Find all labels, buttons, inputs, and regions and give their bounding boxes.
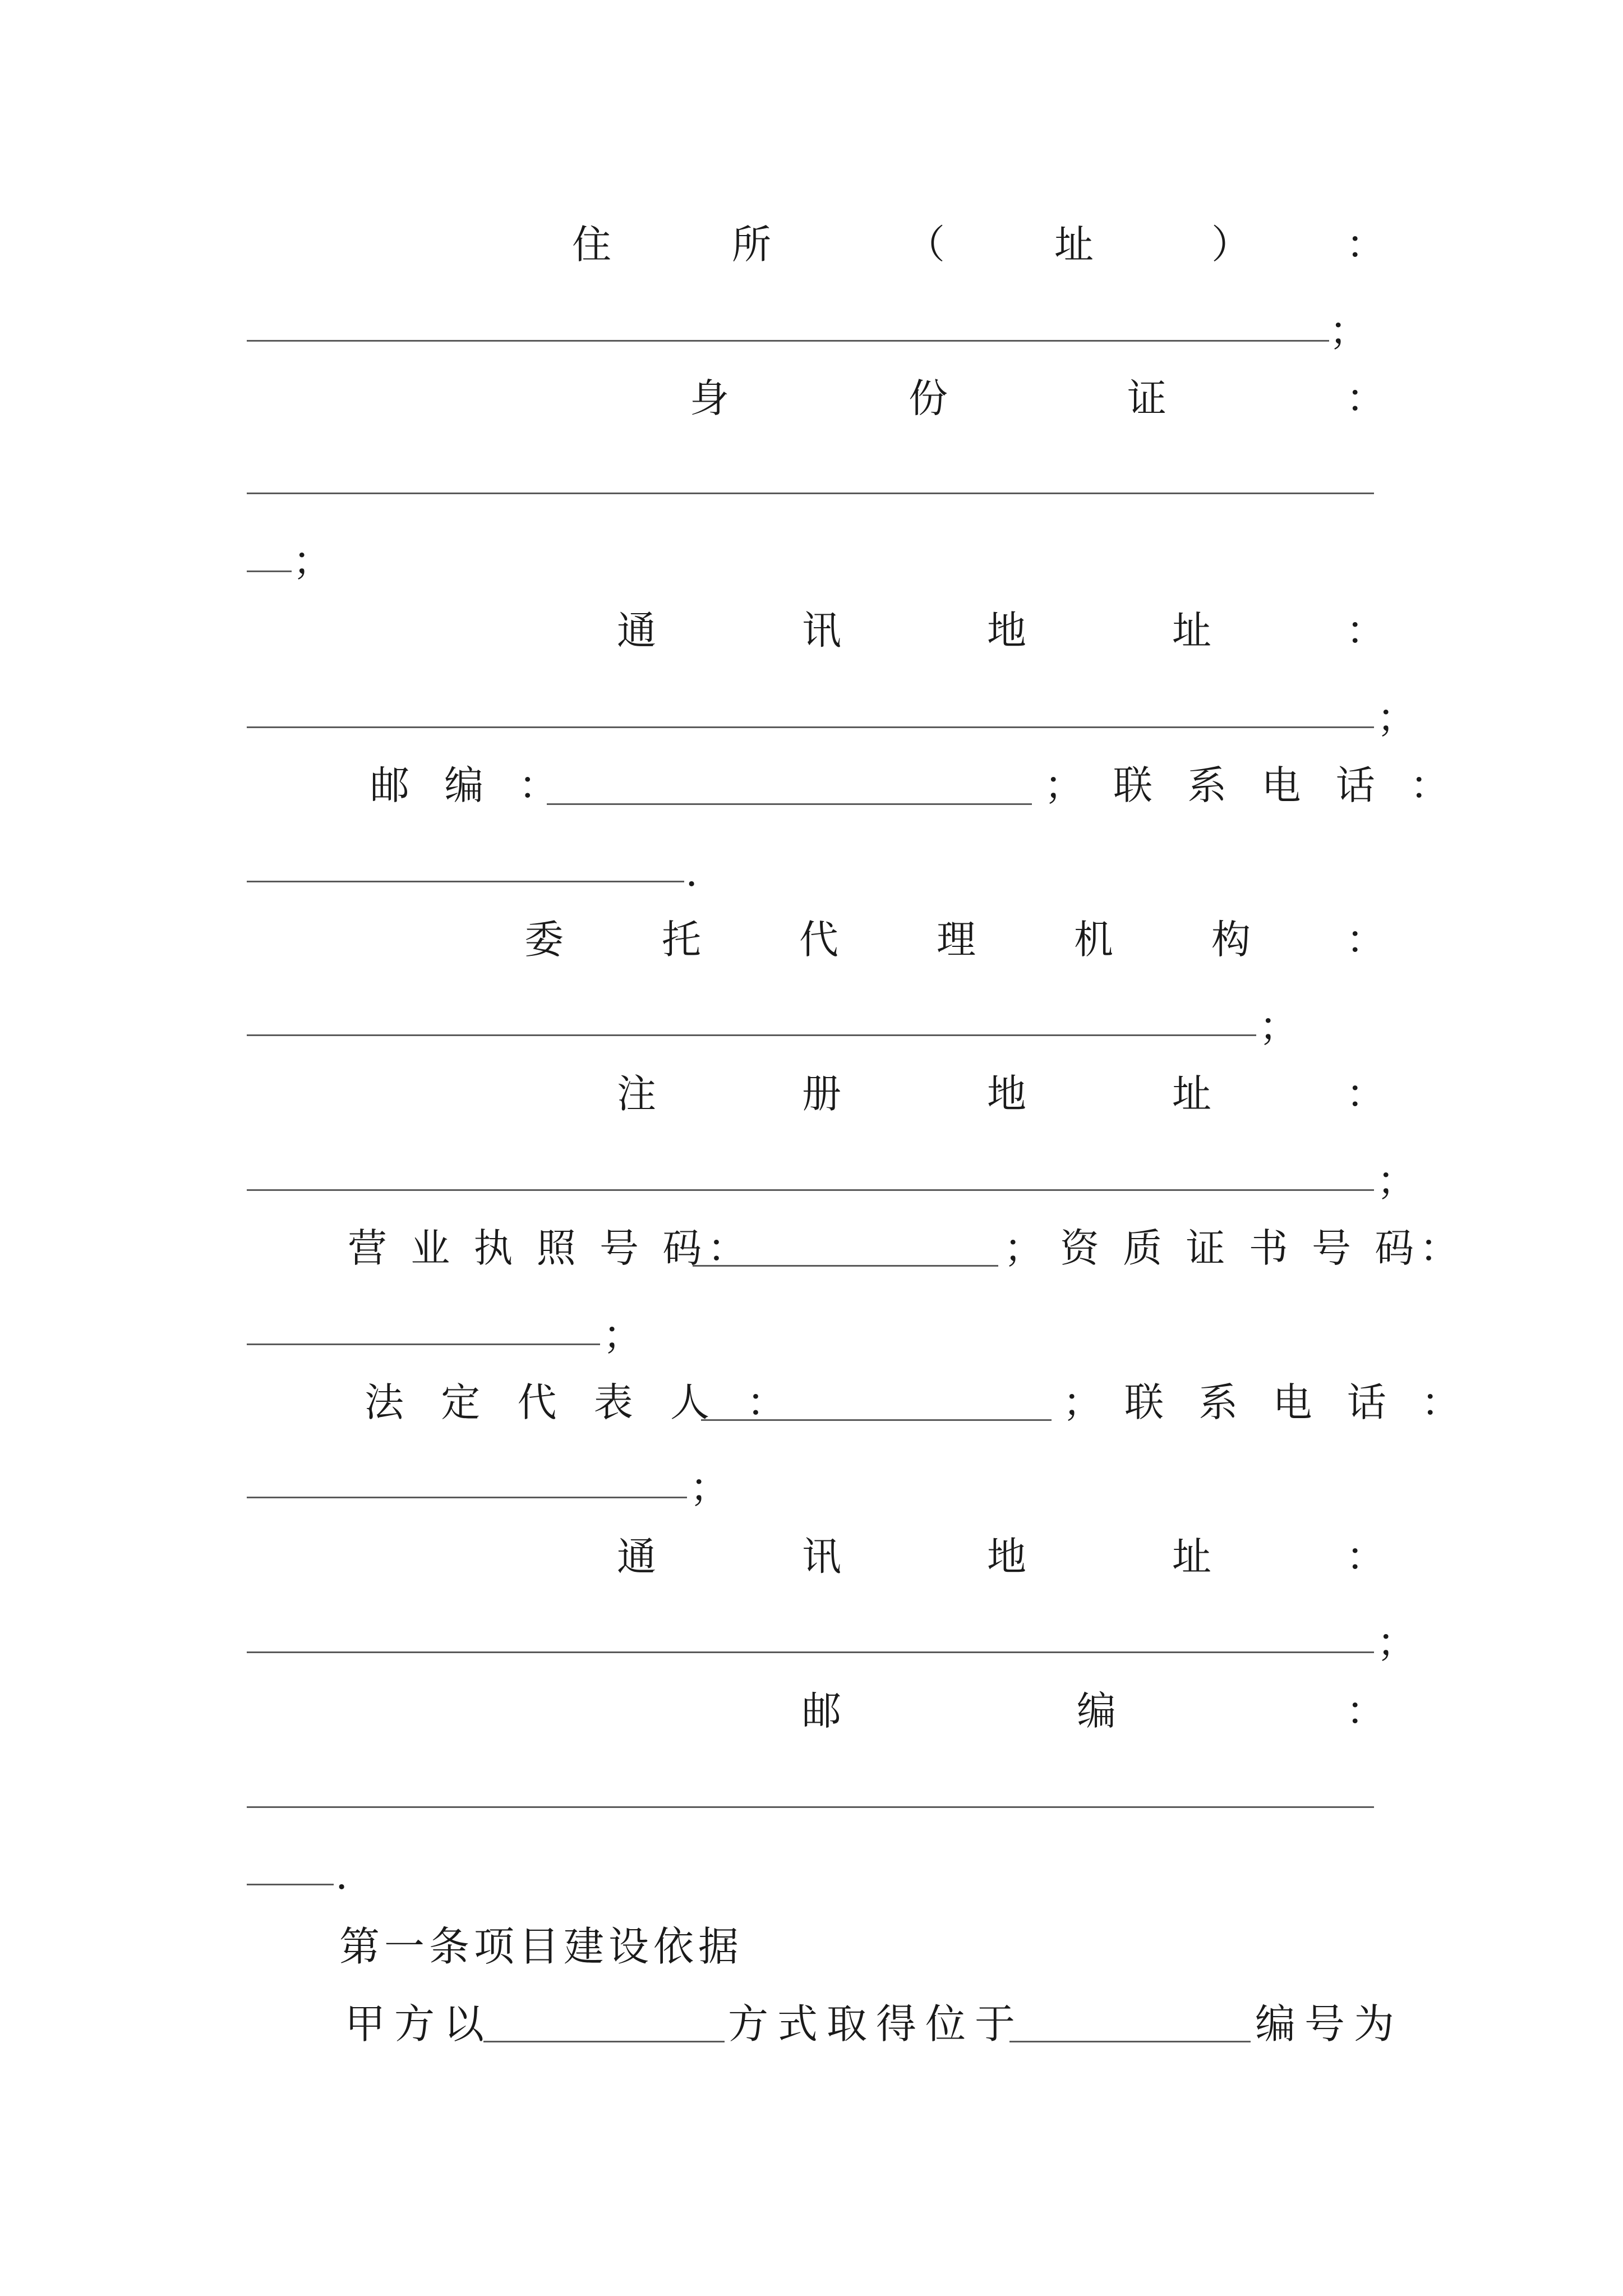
mail-address-2-char-4: 址 bbox=[1172, 1534, 1211, 1580]
postcode-2-char-2: 编 bbox=[1077, 1688, 1116, 1734]
mail-address-2-char-2: 讯 bbox=[802, 1534, 841, 1580]
residence-end: ； bbox=[1329, 308, 1368, 354]
residence-colon: ： bbox=[1346, 222, 1385, 268]
residence-char-1: 住 bbox=[572, 222, 611, 268]
mail-address-1-end: ； bbox=[1377, 695, 1416, 741]
residence-char-2: 所 bbox=[732, 222, 771, 268]
postcode-2-char-1: 邮 bbox=[802, 1688, 841, 1734]
postcode-blank[interactable] bbox=[547, 803, 1032, 805]
reg-address-char-1: 注 bbox=[617, 1071, 656, 1117]
agency-end: ； bbox=[1259, 1004, 1298, 1050]
postcode-2-colon: ： bbox=[1346, 1688, 1385, 1734]
article-1-text-b: 方式取得位于 bbox=[728, 2000, 1025, 2047]
agency-char-2: 托 bbox=[662, 917, 701, 963]
id-card-char-1: 身 bbox=[690, 375, 729, 421]
agency-char-3: 代 bbox=[799, 917, 838, 963]
reg-address-blank[interactable] bbox=[247, 1189, 1374, 1191]
agency-char-5: 机 bbox=[1074, 917, 1113, 963]
phone-blank[interactable] bbox=[247, 881, 684, 882]
agency-blank[interactable] bbox=[247, 1034, 1256, 1036]
reg-address-char-4: 址 bbox=[1172, 1071, 1211, 1117]
residence-char-3: （ bbox=[906, 222, 945, 268]
legal-rep-phone-blank[interactable] bbox=[247, 1497, 687, 1498]
license-label: 营 业 执 照 号 码： bbox=[348, 1225, 753, 1271]
postcode-sep: ； bbox=[1044, 762, 1083, 808]
postcode-2-blank[interactable] bbox=[247, 1806, 1374, 1808]
id-card-end: ； bbox=[293, 538, 332, 584]
residence-char-5: ） bbox=[1211, 222, 1251, 268]
id-card-blank-cont[interactable] bbox=[247, 570, 292, 572]
mail-address-1-char-2: 讯 bbox=[802, 608, 841, 654]
id-card-char-2: 份 bbox=[909, 375, 948, 421]
id-card-char-3: 证 bbox=[1127, 375, 1166, 421]
article-1-text-c: 编号为 bbox=[1255, 2000, 1404, 2047]
article-1-blank-1[interactable] bbox=[483, 2041, 725, 2042]
article-1-blank-2[interactable] bbox=[1009, 2041, 1251, 2042]
residence-blank[interactable] bbox=[247, 340, 1329, 342]
mail-address-2-colon: ： bbox=[1346, 1534, 1385, 1580]
mail-address-2-blank[interactable] bbox=[247, 1651, 1374, 1653]
cert-end: ； bbox=[603, 1312, 642, 1358]
cert-blank[interactable] bbox=[247, 1343, 600, 1345]
legal-rep-sep: ； bbox=[1063, 1379, 1102, 1425]
phone-label: 联 系 电 话 ： bbox=[1113, 762, 1461, 808]
mail-address-2-end: ； bbox=[1377, 1619, 1416, 1665]
agency-colon: ： bbox=[1346, 917, 1385, 963]
postcode-2-blank-cont[interactable] bbox=[247, 1884, 334, 1885]
article-1-title: 第一条项目建设依据 bbox=[339, 1923, 744, 1970]
mail-address-1-char-4: 址 bbox=[1172, 608, 1211, 654]
agency-char-1: 委 bbox=[524, 917, 564, 963]
residence-char-4: 址 bbox=[1054, 222, 1094, 268]
agency-char-6: 构 bbox=[1211, 917, 1251, 963]
reg-address-colon: ： bbox=[1346, 1071, 1385, 1117]
reg-address-char-3: 地 bbox=[987, 1071, 1026, 1117]
agency-char-4: 理 bbox=[937, 917, 976, 963]
reg-address-char-2: 册 bbox=[802, 1071, 841, 1117]
id-card-colon: ： bbox=[1346, 375, 1385, 421]
postcode-label: 邮 编 ： bbox=[370, 762, 569, 808]
legal-rep-phone-label: 联 系 电 话 ： bbox=[1124, 1379, 1472, 1425]
legal-rep-label: 法 定 代 表 人 ： bbox=[365, 1379, 799, 1425]
cert-label: 资 质 证 书 号 码： bbox=[1060, 1225, 1465, 1271]
legal-rep-blank[interactable] bbox=[701, 1419, 1052, 1421]
postcode-2-end: . bbox=[335, 1852, 348, 1898]
phone-end: . bbox=[685, 849, 698, 895]
mail-address-1-char-1: 通 bbox=[617, 608, 656, 654]
mail-address-1-colon: ： bbox=[1346, 608, 1385, 654]
license-sep: ； bbox=[1004, 1225, 1043, 1271]
id-card-blank[interactable] bbox=[247, 493, 1374, 494]
mail-address-1-blank[interactable] bbox=[247, 726, 1374, 728]
license-blank[interactable] bbox=[693, 1265, 998, 1267]
mail-address-1-char-3: 地 bbox=[987, 608, 1026, 654]
mail-address-2-char-3: 地 bbox=[987, 1534, 1026, 1580]
reg-address-end: ； bbox=[1377, 1158, 1416, 1204]
legal-rep-phone-end: ； bbox=[690, 1465, 729, 1511]
article-1-text-a: 甲方以 bbox=[345, 2000, 494, 2047]
mail-address-2-char-1: 通 bbox=[617, 1534, 656, 1580]
